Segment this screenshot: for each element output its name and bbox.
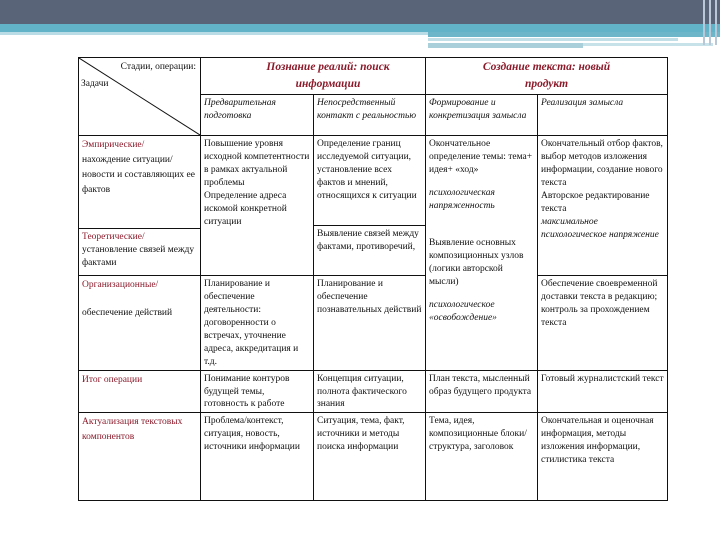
row-title: Эмпирические/ xyxy=(82,140,145,150)
cell-preparation-org: Планирование и обеспечение деятельности: договоренности о встречах, уточнение адреса, аккредитация и т.д. xyxy=(200,275,314,371)
cell-realization-main xyxy=(537,135,668,276)
cell-text: Определение адреса искомой конкретной ситуации xyxy=(204,191,287,227)
cell-realization-components: Окончательная и оценочная информация, методы изложения информации, стилистика текста xyxy=(537,412,668,501)
subheader-realization: Реализация замысла xyxy=(537,94,668,136)
row-desc: обеспечение действий xyxy=(82,308,173,318)
stage-header-cognition: Познание реалий: поиск информации xyxy=(200,57,426,95)
cell-concept-main xyxy=(425,135,538,371)
corner-cell xyxy=(78,57,201,136)
cell-text: Выявление основных композиционных узлов (логики авторской мысли) xyxy=(429,238,524,287)
row-desc: установление связей между фактами xyxy=(82,245,195,268)
subheader-preparation: Предварительная подготовка xyxy=(200,94,314,136)
cell-contact-components: Ситуация, тема, факт, источники и методы поиска информации xyxy=(313,412,426,501)
subheader-contact: Непосредственный контакт с реальностью xyxy=(313,94,426,136)
cell-realization-org: Обеспечение своевременной доставки текста в редакцию; контроль за прохождением текста xyxy=(537,275,668,371)
row-actualization xyxy=(78,412,201,501)
cell-realization-result: Готовый журналистский текст xyxy=(537,370,668,413)
row-title: Теоретические/ xyxy=(82,232,145,242)
cell-contact-empirical: Определение границ исследуемой ситуации, установление всех фактов и мнений, относящихся к ситуации xyxy=(313,135,426,226)
corner-tasks-label: Задачи xyxy=(81,79,109,89)
cell-preparation-components: Проблема/контекст, ситуация, новость, источники информации xyxy=(200,412,314,501)
cell-contact-org: Планирование и обеспечение познавательных действий xyxy=(313,275,426,371)
cell-concept-result: План текста, мысленный образ будущего продукта xyxy=(425,370,538,413)
row-theoretical xyxy=(78,228,201,276)
cell-text-italic: психологическая напряженность xyxy=(429,188,495,211)
cell-text: Окончательный отбор фактов, выбор методов изложения информации, создание нового текста xyxy=(541,139,663,188)
cell-contact-theoretical: Выявление связей между фактами, противоречий, xyxy=(313,225,426,276)
cell-text-italic: максимальное психологическое напряжение xyxy=(541,217,659,240)
cell-text-italic: психологическое «освобождение» xyxy=(429,300,497,323)
row-title: Организационные/ xyxy=(82,280,159,290)
row-title: Актуализация текстовых компонентов xyxy=(82,417,183,442)
stage-header-creation: Создание текста: новый продукт xyxy=(425,57,668,95)
row-empirical xyxy=(78,135,201,229)
row-result xyxy=(78,370,201,413)
cell-concept-components: Тема, идея, композиционные блоки/структура, заголовок xyxy=(425,412,538,501)
cell-contact-result: Концепция ситуации, полнота фактического знания xyxy=(313,370,426,413)
cell-preparation-research xyxy=(200,135,314,276)
cell-text: Окончательное определение темы: тема+ идея+ «ход» xyxy=(429,139,533,175)
row-title: Итог операции xyxy=(82,375,143,385)
row-organizational xyxy=(78,275,201,371)
cell-text: Повышение уровня исходной компетентности в рамках актуальной проблемы xyxy=(204,139,310,188)
cell-text: Авторское редактирование текста xyxy=(541,191,650,214)
subheader-concept: Формирование и конкретизация замысла xyxy=(425,94,538,136)
row-desc: нахождение ситуации/новости и составляющих ее фактов xyxy=(82,155,195,195)
cell-preparation-result: Понимание контуров будущей темы, готовность к работе xyxy=(200,370,314,413)
corner-stages-label: Стадии, операции: xyxy=(120,62,196,72)
